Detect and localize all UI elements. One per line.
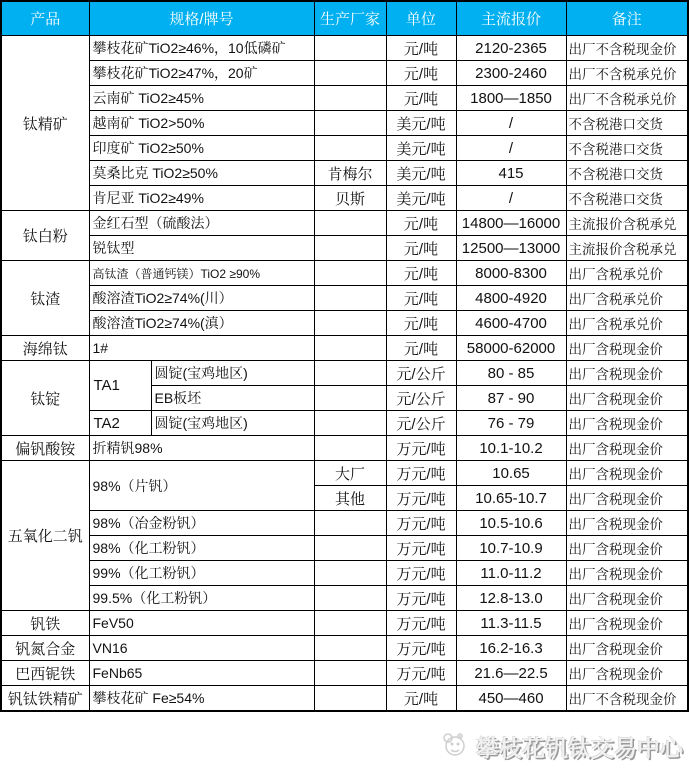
cell-price: 12500—13000 [456, 236, 566, 261]
cell-unit: 万元/吨 [386, 461, 456, 486]
cell-grade: TA1 [89, 361, 151, 411]
cell-product-group: 钒氮合金 [1, 636, 89, 661]
table-row [1, 136, 688, 161]
cell-product-group: 五氧化二钒 [1, 461, 89, 611]
cell-product-group: 钛白粉 [1, 211, 89, 261]
cell-spec: 攀枝花矿 Fe≥54% [89, 686, 314, 712]
cell-unit: 元/吨 [386, 686, 456, 712]
cell-manufacturer [314, 61, 386, 86]
cell-unit: 美元/吨 [386, 186, 456, 211]
cell-spec: 98%（化工粉钒） [89, 536, 314, 561]
cell-unit: 元/吨 [386, 311, 456, 336]
cell-unit: 美元/吨 [386, 111, 456, 136]
cell-note: 出厂含税现金价 [566, 436, 688, 461]
cell-unit: 美元/吨 [386, 136, 456, 161]
cell-manufacturer [314, 436, 386, 461]
cell-manufacturer [314, 336, 386, 361]
cell-unit: 元/公斤 [386, 411, 456, 436]
cell-unit: 元/吨 [386, 86, 456, 111]
cell-spec: 越南矿 TiO2>50% [89, 111, 314, 136]
cell-product-group: 钛锭 [1, 361, 89, 436]
cell-price: 8000-8300 [456, 261, 566, 286]
table-row [1, 361, 688, 386]
cell-price: 10.65-10.7 [456, 486, 566, 511]
cell-note: 出厂不含税承兑价 [566, 61, 688, 86]
cell-price: 2300-2460 [456, 61, 566, 86]
cell-note: 出厂不含税承兑价 [566, 86, 688, 111]
cell-product-group: 钛渣 [1, 261, 89, 336]
cell-note: 出厂不含税现金价 [566, 686, 688, 712]
cell-manufacturer [314, 536, 386, 561]
cell-price: 21.6—22.5 [456, 661, 566, 686]
cell-note: 出厂含税现金价 [566, 636, 688, 661]
price-table-body [1, 36, 688, 712]
header-row [1, 1, 688, 36]
cell-price: 4800-4920 [456, 286, 566, 311]
cell-unit: 元/吨 [386, 286, 456, 311]
cell-unit: 元/吨 [386, 61, 456, 86]
cell-spec: 酸溶渣TiO2≥74%(滇） [89, 311, 314, 336]
cell-price: 1800—1850 [456, 86, 566, 111]
cell-product-group: 钛精矿 [1, 36, 89, 211]
cell-manufacturer [314, 236, 386, 261]
cell-unit: 万元/吨 [386, 636, 456, 661]
table-row [1, 111, 688, 136]
cell-price: 2120-2365 [456, 36, 566, 61]
cell-price: 10.1-10.2 [456, 436, 566, 461]
cell-spec: 98%（片钒） [89, 461, 314, 511]
cell-manufacturer [314, 111, 386, 136]
column-header: 备注 [566, 1, 688, 36]
cell-note: 不含税港口交货 [566, 136, 688, 161]
cell-note: 不含税港口交货 [566, 161, 688, 186]
cell-note: 出厂含税现金价 [566, 586, 688, 611]
table-row [1, 286, 688, 311]
cell-spec: 折精钒98% [89, 436, 314, 461]
cell-price: 58000-62000 [456, 336, 566, 361]
cell-unit: 元/吨 [386, 261, 456, 286]
cell-note: 出厂含税现金价 [566, 461, 688, 486]
cell-price: 10.5-10.6 [456, 511, 566, 536]
cell-price: 10.65 [456, 461, 566, 486]
cell-spec: 高钛渣（普通钙镁）TiO2 ≥90% [89, 261, 314, 286]
column-header: 单位 [386, 1, 456, 36]
column-header: 主流报价 [456, 1, 566, 36]
cell-note: 出厂含税现金价 [566, 336, 688, 361]
cell-manufacturer [314, 511, 386, 536]
cell-grade: TA2 [89, 411, 151, 436]
cell-manufacturer [314, 686, 386, 712]
cell-unit: 万元/吨 [386, 436, 456, 461]
cell-spec: 99%（化工粉钒） [89, 561, 314, 586]
cell-price: 12.8-13.0 [456, 586, 566, 611]
cell-manufacturer [314, 136, 386, 161]
table-row [1, 511, 688, 536]
cell-note: 出厂含税承兑价 [566, 261, 688, 286]
cell-unit: 万元/吨 [386, 611, 456, 636]
cell-spec: 1# [89, 336, 314, 361]
cell-price: 87 - 90 [456, 386, 566, 411]
table-row [1, 536, 688, 561]
cell-unit: 万元/吨 [386, 586, 456, 611]
table-row [1, 661, 688, 686]
cell-note: 主流报价含税承兑 [566, 236, 688, 261]
cell-product-group: 巴西铌铁 [1, 661, 89, 686]
cell-price: 4600-4700 [456, 311, 566, 336]
cell-manufacturer [314, 261, 386, 286]
cell-spec: 98%（冶金粉钒） [89, 511, 314, 536]
cell-manufacturer [314, 661, 386, 686]
cell-unit: 元/吨 [386, 336, 456, 361]
cell-note: 出厂含税现金价 [566, 386, 688, 411]
cell-note: 出厂含税现金价 [566, 361, 688, 386]
cell-spec: 攀枝花矿TiO2≥47%，20矿 [89, 61, 314, 86]
cell-manufacturer [314, 36, 386, 61]
cell-price: 16.2-16.3 [456, 636, 566, 661]
cell-manufacturer [314, 211, 386, 236]
cell-price: 76 - 79 [456, 411, 566, 436]
cell-price: 415 [456, 161, 566, 186]
cell-unit: 元/吨 [386, 211, 456, 236]
cell-unit: 元/公斤 [386, 386, 456, 411]
watermark-text: 攀枝花钒钛交易中心 [476, 735, 683, 761]
cell-product-group: 钒铁 [1, 611, 89, 636]
cell-note: 不含税港口交货 [566, 111, 688, 136]
table-row [1, 561, 688, 586]
column-header: 规格/牌号 [89, 1, 314, 36]
cell-spec: VN16 [89, 636, 314, 661]
cell-spec: 圆锭(宝鸡地区) [151, 361, 314, 386]
cell-note: 出厂含税承兑价 [566, 286, 688, 311]
cell-manufacturer: 大厂 [314, 461, 386, 486]
table-row [1, 686, 688, 712]
cell-spec: 圆锭(宝鸡地区) [151, 411, 314, 436]
cell-price: 14800—16000 [456, 211, 566, 236]
column-header: 产品 [1, 1, 89, 36]
cell-manufacturer [314, 361, 386, 386]
cell-price: / [456, 136, 566, 161]
cell-spec: FeNb65 [89, 661, 314, 686]
cell-price: 11.3-11.5 [456, 611, 566, 636]
cell-spec: 攀枝花矿TiO2≥46%，10低磷矿 [89, 36, 314, 61]
cell-price: / [456, 186, 566, 211]
cell-note: 主流报价含税承兑 [566, 211, 688, 236]
table-row [1, 586, 688, 611]
cell-spec: 印度矿 TiO2≥50% [89, 136, 314, 161]
cell-price: 450—460 [456, 686, 566, 712]
table-row [1, 161, 688, 186]
cell-note: 出厂含税现金价 [566, 661, 688, 686]
cell-note: 出厂不含税现金价 [566, 36, 688, 61]
cell-product-group: 海绵钛 [1, 336, 89, 361]
table-row [1, 636, 688, 661]
cell-price: 11.0-11.2 [456, 561, 566, 586]
cell-product-group: 钒钛铁精矿 [1, 686, 89, 712]
cell-unit: 元/公斤 [386, 361, 456, 386]
table-row [1, 311, 688, 336]
cell-unit: 美元/吨 [386, 161, 456, 186]
cell-manufacturer [314, 586, 386, 611]
cell-spec: 云南矿 TiO2≥45% [89, 86, 314, 111]
cell-unit: 元/吨 [386, 36, 456, 61]
table-row [1, 236, 688, 261]
watermark [439, 729, 683, 764]
cell-note: 出厂含税现金价 [566, 511, 688, 536]
cell-manufacturer [314, 611, 386, 636]
table-row [1, 411, 688, 436]
cell-manufacturer [314, 636, 386, 661]
cell-manufacturer [314, 411, 386, 436]
cell-price: / [456, 111, 566, 136]
cell-price: 80 - 85 [456, 361, 566, 386]
column-header: 生产厂家 [314, 1, 386, 36]
table-row [1, 336, 688, 361]
table-row [1, 461, 688, 486]
cell-unit: 万元/吨 [386, 486, 456, 511]
cell-unit: 万元/吨 [386, 536, 456, 561]
cell-note: 出厂含税现金价 [566, 411, 688, 436]
cell-manufacturer: 贝斯 [314, 186, 386, 211]
cell-spec: 酸溶渣TiO2≥74%(川） [89, 286, 314, 311]
cell-manufacturer [314, 86, 386, 111]
cell-spec: EB板坯 [151, 386, 314, 411]
table-row [1, 611, 688, 636]
cell-note: 出厂含税现金价 [566, 611, 688, 636]
table-row [1, 61, 688, 86]
cell-note: 出厂含税现金价 [566, 486, 688, 511]
cell-manufacturer: 肯梅尔 [314, 161, 386, 186]
cell-spec: 锐钛型 [89, 236, 314, 261]
cell-unit: 元/吨 [386, 236, 456, 261]
table-row [1, 36, 688, 61]
table-row [1, 211, 688, 236]
panda-logo-icon [439, 729, 473, 764]
cell-note: 不含税港口交货 [566, 186, 688, 211]
cell-unit: 万元/吨 [386, 561, 456, 586]
cell-manufacturer: 其他 [314, 486, 386, 511]
cell-manufacturer [314, 561, 386, 586]
cell-product-group: 偏钒酸铵 [1, 436, 89, 461]
cell-note: 出厂含税现金价 [566, 561, 688, 586]
cell-spec: 99.5%（化工粉钒） [89, 586, 314, 611]
cell-spec: FeV50 [89, 611, 314, 636]
cell-spec: 肯尼亚 TiO2≥49% [89, 186, 314, 211]
cell-price: 10.7-10.9 [456, 536, 566, 561]
table-row [1, 261, 688, 286]
cell-spec: 金红石型（硫酸法） [89, 211, 314, 236]
table-row [1, 86, 688, 111]
cell-manufacturer [314, 386, 386, 411]
table-row [1, 186, 688, 211]
cell-spec: 莫桑比克 TiO2≥50% [89, 161, 314, 186]
table-row [1, 436, 688, 461]
cell-manufacturer [314, 286, 386, 311]
cell-unit: 万元/吨 [386, 511, 456, 536]
cell-note: 出厂含税现金价 [566, 536, 688, 561]
cell-note: 出厂含税承兑价 [566, 311, 688, 336]
cell-manufacturer [314, 311, 386, 336]
cell-unit: 万元/吨 [386, 661, 456, 686]
